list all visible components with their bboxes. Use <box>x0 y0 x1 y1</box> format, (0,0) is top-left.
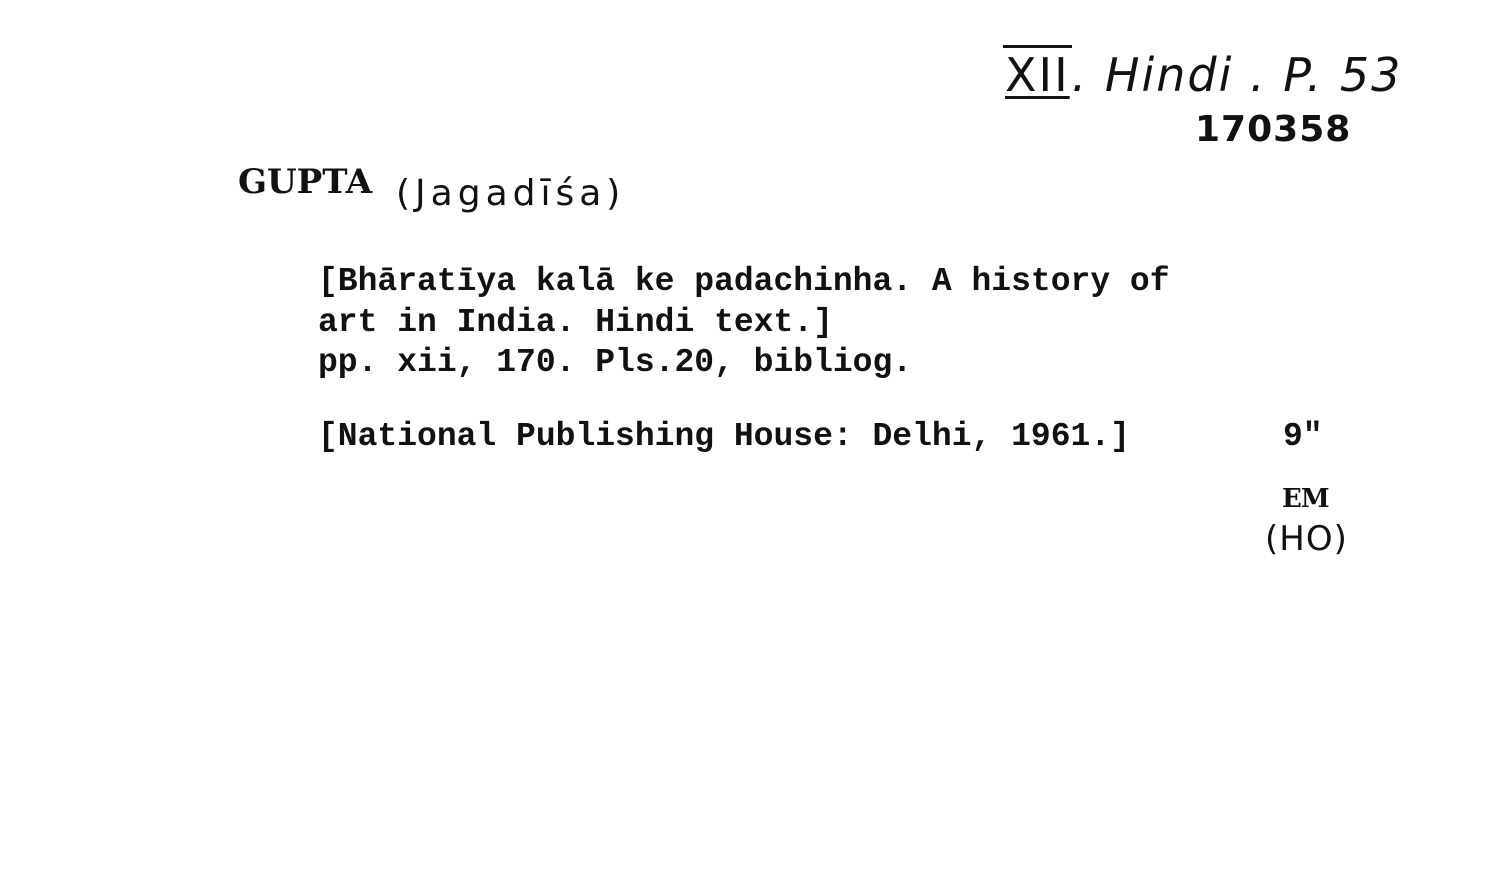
cataloguer-initials: EM <box>1282 484 1329 514</box>
shelfmark-class: XII <box>1003 45 1072 102</box>
collation-line: pp. xii, 170. Pls.20, bibliog. <box>318 344 913 381</box>
location-code: (HO) <box>1265 519 1348 559</box>
shelfmark <box>1003 48 1403 102</box>
title-line-2: art in India. Hindi text.] <box>318 304 833 341</box>
accession-number: 170358 <box>1195 109 1352 150</box>
author-surname: GUPTA <box>238 162 373 202</box>
imprint-line: [National Publishing House: Delhi, 1961.] <box>318 418 1130 455</box>
size-note: 9" <box>1283 418 1323 455</box>
author-forename: (Jagadīśa) <box>396 173 626 214</box>
shelfmark-rest: . Hindi . P. 53 <box>1071 48 1403 102</box>
title-line-1: [Bhāratīya kalā ke padachinha. A history of <box>318 263 1170 300</box>
